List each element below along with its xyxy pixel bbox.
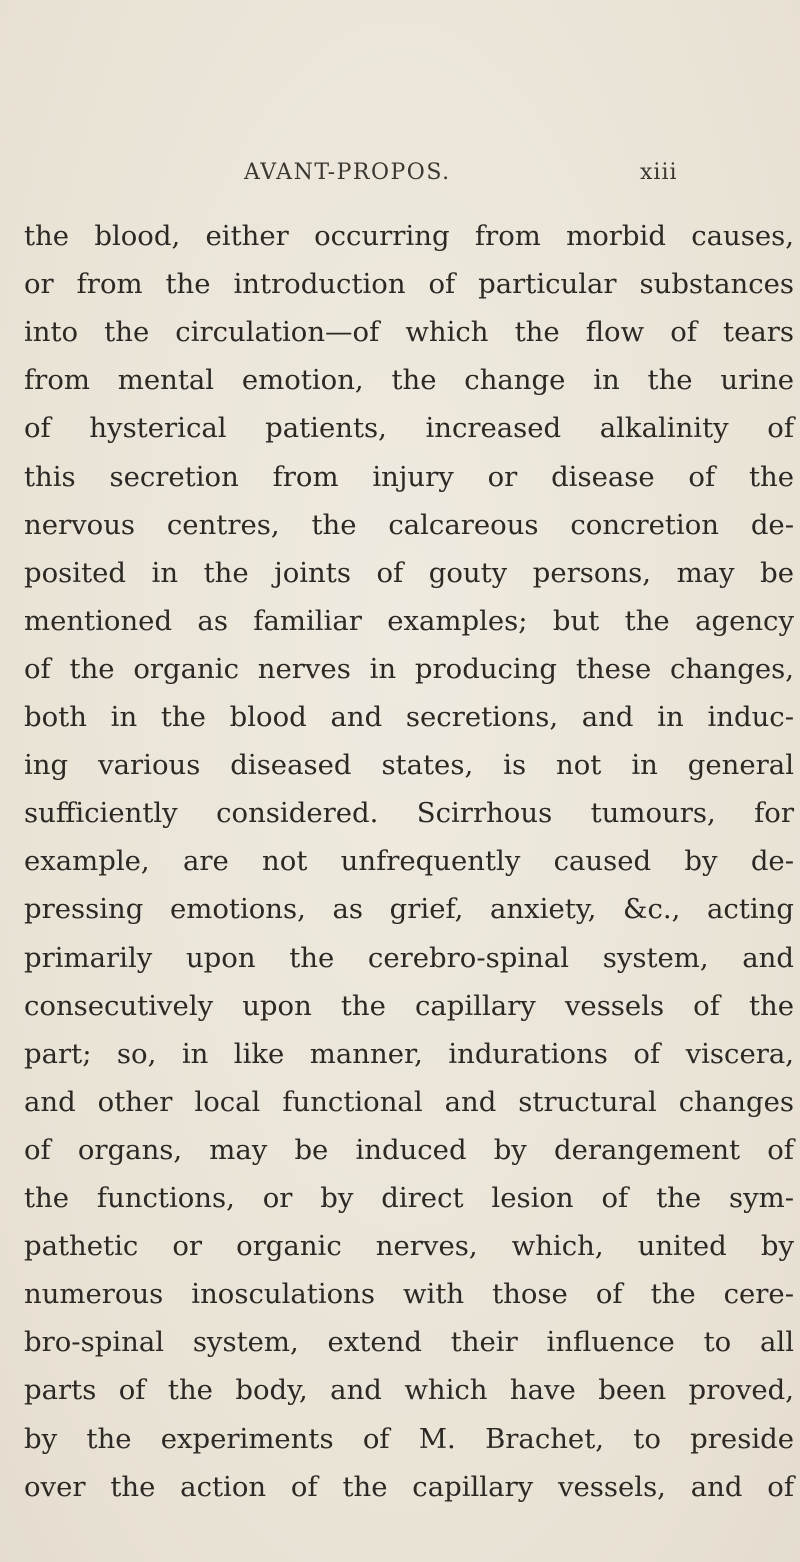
text-line: primarily upon the cerebro-spinal system, and	[24, 941, 794, 974]
running-title: AVANT-PROPOS.	[244, 160, 451, 185]
text-line: numerous inosculations with those of the cere-	[24, 1278, 794, 1311]
text-line: and other local functional and structural changes	[24, 1085, 794, 1118]
text-line: of hysterical patients, increased alkalinity of	[24, 412, 794, 445]
text-line: part; so, in like manner, indurations of viscera,	[24, 1037, 794, 1070]
text-line: posited in the joints of gouty persons, may be	[24, 556, 794, 589]
text-line: consecutively upon the capillary vessels of the	[24, 989, 794, 1022]
text-line: sufficiently considered. Scirrhous tumours, for	[24, 797, 794, 830]
text-line: over the action of the capillary vessels, and of	[24, 1470, 794, 1503]
text-line: example, are not unfrequently caused by de-	[24, 845, 794, 878]
text-line: the functions, or by direct lesion of the sym-	[24, 1182, 794, 1214]
text-line: ing various diseased states, is not in general	[24, 749, 794, 782]
text-line: pathetic or organic nerves, which, united by	[24, 1230, 794, 1263]
text-line: both in the blood and secretions, and in induc-	[24, 701, 794, 733]
text-line: or from the introduction of particular substances	[24, 268, 794, 301]
text-line: of the organic nerves in producing these changes,	[24, 652, 794, 685]
text-line: by the experiments of M. Brachet, to preside	[24, 1422, 794, 1455]
text-line: parts of the body, and which have been proved,	[24, 1374, 794, 1407]
text-line: pressing emotions, as grief, anxiety, &c., acting	[24, 893, 794, 926]
text-line: the blood, either occurring from morbid causes,	[24, 220, 794, 252]
text-line: mentioned as familiar examples; but the agency	[24, 604, 794, 637]
text-line: bro-spinal system, extend their influence to all	[24, 1326, 794, 1359]
text-line: nervous centres, the calcareous concretion de-	[24, 508, 794, 541]
text-line: from mental emotion, the change in the urine	[24, 364, 794, 397]
text-line: into the circulation—of which the flow of tears	[24, 316, 794, 349]
text-line: this secretion from injury or disease of the	[24, 460, 794, 493]
running-head	[0, 160, 800, 190]
text-line: of organs, may be induced by derangement of	[24, 1133, 794, 1166]
page-number: xiii	[640, 160, 678, 185]
